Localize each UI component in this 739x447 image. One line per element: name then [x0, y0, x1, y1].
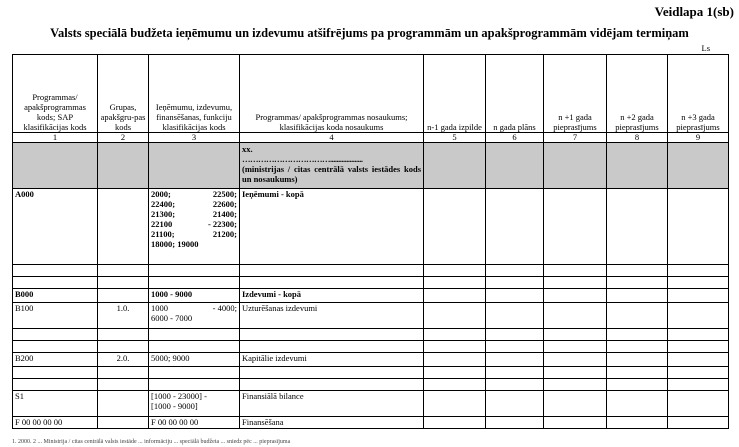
table-row	[13, 189, 729, 265]
row-class-codes: 5000; 9000	[149, 353, 240, 367]
ministry-dots: ……………………………....................	[242, 154, 363, 164]
header-cell: n +3 gada pieprasījums	[668, 55, 729, 133]
header-cell: Programmas/ apakšprogrammas kods; SAP klasifikācijas kods	[13, 55, 98, 133]
row-class-codes: 1000 - 4000; 6000 - 7000	[149, 303, 240, 329]
header-cell: Grupas, apakšgru-pas kods	[98, 55, 149, 133]
row-class-codes: F 00 00 00 00	[149, 417, 240, 429]
table-row	[13, 303, 729, 329]
table-row	[13, 353, 729, 367]
header-row	[13, 55, 729, 133]
row-name: Izdevumi - kopā	[240, 289, 424, 303]
header-cell: n-1 gada izpilde	[424, 55, 486, 133]
row-class-codes: 2000; 22500; 22400; 22600; 21300; 21400; 22100 - 22300; 21100; 21200; 18000; 19000	[149, 189, 240, 265]
table-row	[13, 391, 729, 417]
row-code: F 00 00 00 00	[13, 417, 98, 429]
row-code: B200	[13, 353, 98, 367]
column-number: 8	[607, 133, 668, 143]
row-name: Uzturēšanas izdevumi	[240, 303, 424, 329]
row-name: Finansēšana	[240, 417, 424, 429]
column-number-row	[13, 133, 729, 143]
row-name: Ieņēmumi - kopā	[240, 189, 424, 265]
column-number: 2	[98, 133, 149, 143]
column-number: 5	[424, 133, 486, 143]
budget-table	[12, 54, 729, 429]
row-code: S1	[13, 391, 98, 417]
ministry-label: (ministrijas / citas centrālā valsts iestādes kods un nosaukums)	[242, 164, 421, 184]
empty-row	[13, 367, 729, 379]
empty-row	[13, 341, 729, 353]
footnote: 1. 2000. 2 ... Ministrija / citas centrālā valsts iestāde ... informāciju ... speciālā budžeta ... sniedz pēc ... pieprasījuma	[12, 439, 291, 445]
row-class-codes: [1000 - 23000] - [1000 - 9000]	[149, 391, 240, 417]
column-number: 7	[544, 133, 607, 143]
row-class-codes: 1000 - 9000	[149, 289, 240, 303]
column-number: 9	[668, 133, 729, 143]
form-id: Veidlapa 1(sb)	[654, 4, 734, 19]
row-code: A000	[13, 189, 98, 265]
row-group: 2.0.	[98, 353, 149, 367]
column-number: 1	[13, 133, 98, 143]
empty-row	[13, 265, 729, 277]
row-code: B100	[13, 303, 98, 329]
column-number: 4	[240, 133, 424, 143]
column-number: 3	[149, 133, 240, 143]
empty-row	[13, 379, 729, 391]
table-row	[13, 289, 729, 303]
row-group: 1.0.	[98, 303, 149, 329]
header-cell: n gada plāns	[486, 55, 544, 133]
header-cell: n +2 gada pieprasījums	[607, 55, 668, 133]
currency-label: Ls	[701, 43, 710, 53]
header-cell: Programmas/ apakšprogrammas nosaukums; klasifikācijas koda nosaukums	[240, 55, 424, 133]
ministry-cell	[240, 143, 424, 189]
row-name: Finansiālā bilance	[240, 391, 424, 417]
ministry-prefix: xx.	[242, 144, 253, 154]
empty-row	[13, 329, 729, 341]
page-title: Valsts speciālā budžeta ieņēmumu un izdevumu atšifrējums pa programmām un apakšprogrammām vidējam termiņam	[50, 26, 689, 40]
row-code: B000	[13, 289, 98, 303]
ministry-row	[13, 143, 729, 189]
header-cell: Ieņēmumu, izdevumu, finansēšanas, funkciju klasifikācijas kods	[149, 55, 240, 133]
header-cell: n +1 gada pieprasījums	[544, 55, 607, 133]
column-number: 6	[486, 133, 544, 143]
row-name: Kapitālie izdevumi	[240, 353, 424, 367]
empty-row	[13, 277, 729, 289]
table-row	[13, 417, 729, 429]
